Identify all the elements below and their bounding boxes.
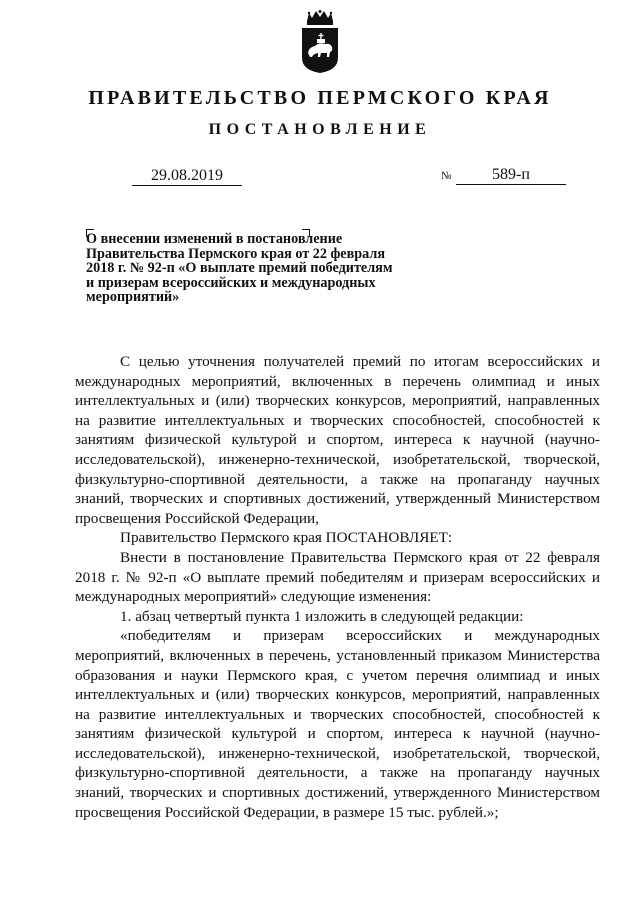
subject-line: 2018 г. № 92-п «О выплате премий победителям [86, 260, 393, 277]
body-paragraph: С целью уточнения получателей премий по итогам всероссийских и международных мероприятий, включенных в перечень олимпиад и иных интеллектуальных и (или) творческих конкурсов, мероприятий, направленных на развитие интеллектуальных и творческих способностей, способностей к занятиям физической культурой и спортом, интереса к научной (научно-исследовательской), инженерно-технической, изобретательской, творческой, физкультурно-спортивной деятельности, а также на пропаганду научных знаний, творческих и спортивных достижений, утвержденный Министерством просвещения Российской Федерации, [75, 353, 600, 527]
organization-title: ПРАВИТЕЛЬСТВО ПЕРМСКОГО КРАЯ [88, 87, 552, 109]
body-paragraph: «победителям и призерам всероссийских и международных мероприятий, включенных в перечень, установленный приказом Министерства образования и науки Пермского края, с учетом перечня олимпиад и иных интеллектуальных и (или) творческих конкурсов, мероприятий, направленных на развитие интеллектуальных и творческих способностей, способностей к занятиям физической культурой и спортом, интереса к научной (научно-исследовательской), инженерно-технической, изобретательской, творческой, физкультурно-спортивной деятельности, а также на пропаганду научных знаний, творческих и спортивных достижений, утвержденного Министерством просвещения Российской Федерации, в размере 15 тыс. рублей.»; [75, 627, 600, 821]
document-date: 29.08.2019 [132, 167, 242, 186]
document-subject [86, 232, 446, 305]
subject-line: О внесении изменений в постановление [86, 231, 343, 247]
body-paragraph: Внести в постановление Правительства Пермского края от 22 февраля 2018 г. № 92-п «О выплате премий победителям и призерам всероссийских и международных мероприятий» следующие изменения: [75, 548, 600, 606]
body-paragraph: 1. абзац четвертый пункта 1 изложить в следующей редакции: [120, 607, 524, 625]
document-body [75, 352, 600, 822]
subject-line: и призерам всероссийских и международных [86, 274, 376, 291]
body-paragraph: Правительство Пермского края ПОСТАНОВЛЯЕТ: [120, 529, 453, 547]
number-label: № [441, 170, 452, 182]
document-type: ПОСТАНОВЛЕНИЕ [208, 121, 432, 138]
document-number: 589-п [456, 166, 566, 185]
subject-line: Правительства Пермского края от 22 февраля [86, 245, 385, 262]
coat-of-arms-icon [297, 10, 343, 79]
subject-line: мероприятий» [86, 289, 180, 306]
